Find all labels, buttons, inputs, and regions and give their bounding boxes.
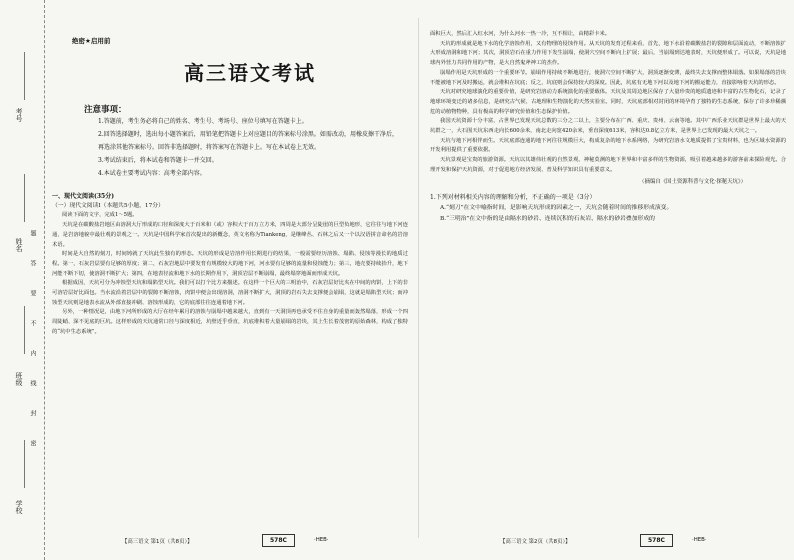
reading-instruction: 阅读下面的文字，完成1～5题。 bbox=[62, 212, 138, 219]
binding-margin bbox=[0, 0, 45, 560]
passage-paragraph: 天坑与地下河相伴而生。天坑底部连通的地下河往往规模巨大，构成复杂的地下水系网络，为研究岩溶水文地质提供了宝贵材料，也为区域水资源的开发利用提供了重要依据。 bbox=[430, 137, 786, 154]
page-footer bbox=[430, 534, 786, 548]
class-label: 班级 bbox=[15, 372, 23, 386]
passage-paragraph: 另外，一种情况是，由地下河所形成的大厅在经年累月的溶蚀与崩塌中越来越大，直到有一天洞顶再也承受不住自身的重量而轰然塌落，形成一个四周陡峭、深不见底的巨坑。这样形成的天坑通常口径与深度相近，坑壁近乎垂直，坑底堆积着大量崩塌的岩块，其上生长着茂密的原始森林，构成了独特的“坑中生态系统”。 bbox=[52, 309, 408, 335]
subsection-heading: （一）现代文阅读Ⅰ（本题共5小题，17分） bbox=[52, 202, 164, 209]
column-divider bbox=[418, 18, 419, 538]
seal-word: 封 bbox=[29, 410, 36, 416]
passage-paragraph: 我国天坑资源十分丰富，占世界已发现天坑总数的三分之二以上，主要分布在广西、重庆、贵州、云南等地。其中广西乐业天坑群是世界上最大的天坑群之一，大石围天坑东西走向长600余米，南北走向宽420余米，垂直深度613米，容积达0.8亿立方米，是世界上已发现的最大天坑之一。 bbox=[430, 118, 786, 135]
region-mark: ·HEB· bbox=[314, 537, 329, 543]
passage-paragraph: 天坑的形成就是地下水的化学溶蚀作用，又有物理的侵蚀作用。从天坑的发育过程来看，首先，地下水沿着碳酸盐岩的裂隙和层面流动，不断溶蚀扩大形成溶洞和地下河；其次，洞顶岩石在重力作用下发生崩塌，使洞穴空间不断向上扩展；最后，当崩塌到达地表时，天坑便形成了。可以说，天坑是地球内外营力共同作用的产物，是大自然鬼斧神工的杰作。 bbox=[430, 40, 786, 67]
passage-paragraph: 根据成因，天坑可分为冲蚀型天坑和塌陷型天坑。我们可以打个比方来描述。在这样一个巨大的三明治中，石灰岩层好比夹在中间的肉饼，上下的非可溶岩层好比面包。当水流沿着岩层中的裂隙不断溶蚀，肉饼中便会出现溶洞，溶洞不断扩大，洞顶的岩石失去支撑便会崩塌，这就是塌陷型天坑；而冲蚀型天坑则是地表水流从外部直接冲刷、溶蚀形成的，它的底部往往连通着地下河。 bbox=[52, 280, 408, 306]
exam-title: 高三语文考试 bbox=[184, 61, 316, 85]
passage-paragraph: 时间是大自然的刻刀，时间铸就了天坑此生独有的形态。天坑的形成是岩溶作用长期进行的结果，一般需要经历溶蚀、塌陷、侵蚀等漫长的地质过程。第一，石灰岩层要有足够的厚度；第二，石灰岩地层中要发育有规模较大的地下河，河水要有足够的流量和侵蚀能力；第三，地壳要持续抬升，地下河能不断下切，使溶洞不断扩大；第四，在地表径流和地下水的长期作用下，洞顶岩层不断崩塌，最终塌穿地面而形成天坑。 bbox=[52, 251, 408, 277]
right-page bbox=[430, 0, 786, 560]
note-item: 3.考试结束后，将本试卷和答题卡一并交回。 bbox=[98, 157, 218, 164]
note-item: 1.答题前，考生务必将自己的姓名、考生号、考场号、座位号填写在答题卡上。 bbox=[98, 118, 308, 125]
reading-section bbox=[52, 192, 408, 338]
school-fill-line bbox=[24, 440, 25, 488]
secret-mark: 绝密★启用前 bbox=[72, 37, 111, 45]
seal-word: 答 bbox=[29, 260, 36, 266]
section-heading: 一、现代文阅读(35分) bbox=[52, 193, 115, 200]
passage-paragraph: 天坑是在碳酸盐岩地区由溶洞大厅形成的口径和深度大于百米和（或）容积大于百万立方米，四周是大部分呈陡崖的巨型负地形，它往往与地下河连通，是岩溶地貌中最壮观的景观之一。天坑是中国科学家首次提出的新概念，英文名称为Tiankeng，是继峰丛、石林之后又一个以汉语拼音命名的岩溶术语。 bbox=[52, 222, 408, 248]
passage-paragraph: 天坑对研究地球演化的重要价值，是研究岩溶动力系统演化的重要载体。天坑及其周边地区保存了大量珍贵的地质遗迹和丰富的古生物化石，记录了地球环境变迁的诸多信息，是研究古气候、古地理和生物演化的天然实验室。同时，天坑底部相对封闭的环境孕育了独特的生态系统，保存了许多珍稀濒危的动植物物种，具有极高的科学研究价值和生态保护价值。 bbox=[430, 89, 786, 115]
passage-paragraph: 崩塌作用是天坑形成的一个重要环节。崩塌作用持续不断地进行，使洞穴空间不断扩大，洞顶逐渐变薄，最终失去支撑而整体塌落。如果塌落的岩块不能被地下河及时搬运，就会堆积在坑底；反之，坑底则会保持较大的深度。因此，坑底有无地下河以及地下河的搬运能力，直接影响着天坑的形态。 bbox=[430, 69, 786, 86]
page-number: 【高三语文 第1页（共8页）】 bbox=[122, 539, 193, 545]
seal-word: 密 bbox=[29, 440, 36, 446]
name-fill-line bbox=[24, 174, 25, 222]
page-footer bbox=[52, 534, 408, 548]
name-label: 姓名 bbox=[15, 238, 23, 252]
note-item: 2.回答选择题时，选出每小题答案后，用铅笔把答题卡上对应题目的答案标号涂黑。如需改动，用橡皮擦干净后，再选涂其他答案标号。回答非选择题时，将答案写在答题卡上。写在本试卷上无效。 bbox=[98, 131, 398, 151]
region-mark: ·HEB· bbox=[692, 537, 707, 543]
seal-word: 题 bbox=[29, 230, 36, 236]
seal-word: 要 bbox=[29, 290, 36, 296]
seal-word: 不 bbox=[29, 320, 36, 326]
page-number: 【高三语文 第2页（共8页）】 bbox=[500, 539, 571, 545]
passage-source: （摘编自《国土资源科普与文化·探秘天坑》） bbox=[639, 178, 746, 185]
school-label: 学校 bbox=[15, 500, 23, 514]
seal-word: 内 bbox=[29, 350, 36, 356]
seal-word: 线 bbox=[29, 380, 36, 386]
question-option: B.“三明治”在文中指的是由隔水的砂岩、连续沉积的石灰岩、隔水的砂岩叠加形成的 bbox=[440, 215, 655, 222]
passage-continued bbox=[430, 30, 786, 224]
question-stem: 1.下列对材料相关内容的理解和分析，不正确的一项是（3分） bbox=[430, 194, 596, 202]
exam-code: 578C bbox=[262, 534, 295, 547]
exam-code: 578C bbox=[640, 534, 673, 547]
note-item: 4.本试卷主要考试内容：高考全部内容。 bbox=[98, 170, 206, 177]
passage-paragraph: 天坑景观是宝贵的旅游资源。天坑以其雄伟壮观的自然景观、神秘莫测的地下世界和丰富多样的生物资源，吸引着越来越多的游客前来探险观光。合理开发和保护天坑资源，对于促进地方经济发展、普及科学知识具有重要意义。 bbox=[430, 157, 786, 173]
passage-paragraph: 面积巨大，然后汇入红水河，为什么河水一热一冷，互不相让，由精彩卡米。 bbox=[430, 31, 611, 37]
class-fill-line bbox=[24, 306, 25, 354]
left-page bbox=[52, 0, 408, 560]
exam-number-label: 考号 bbox=[15, 108, 23, 122]
notes-heading: 注意事项： bbox=[84, 105, 127, 115]
notes-list bbox=[98, 115, 398, 180]
exam-number-fill-line bbox=[24, 52, 25, 100]
question-option: A.“刻刀”在文中喻指时间，是影响天坑形成的因素之一，天坑会随着时间的推移形成演变。 bbox=[440, 205, 673, 212]
